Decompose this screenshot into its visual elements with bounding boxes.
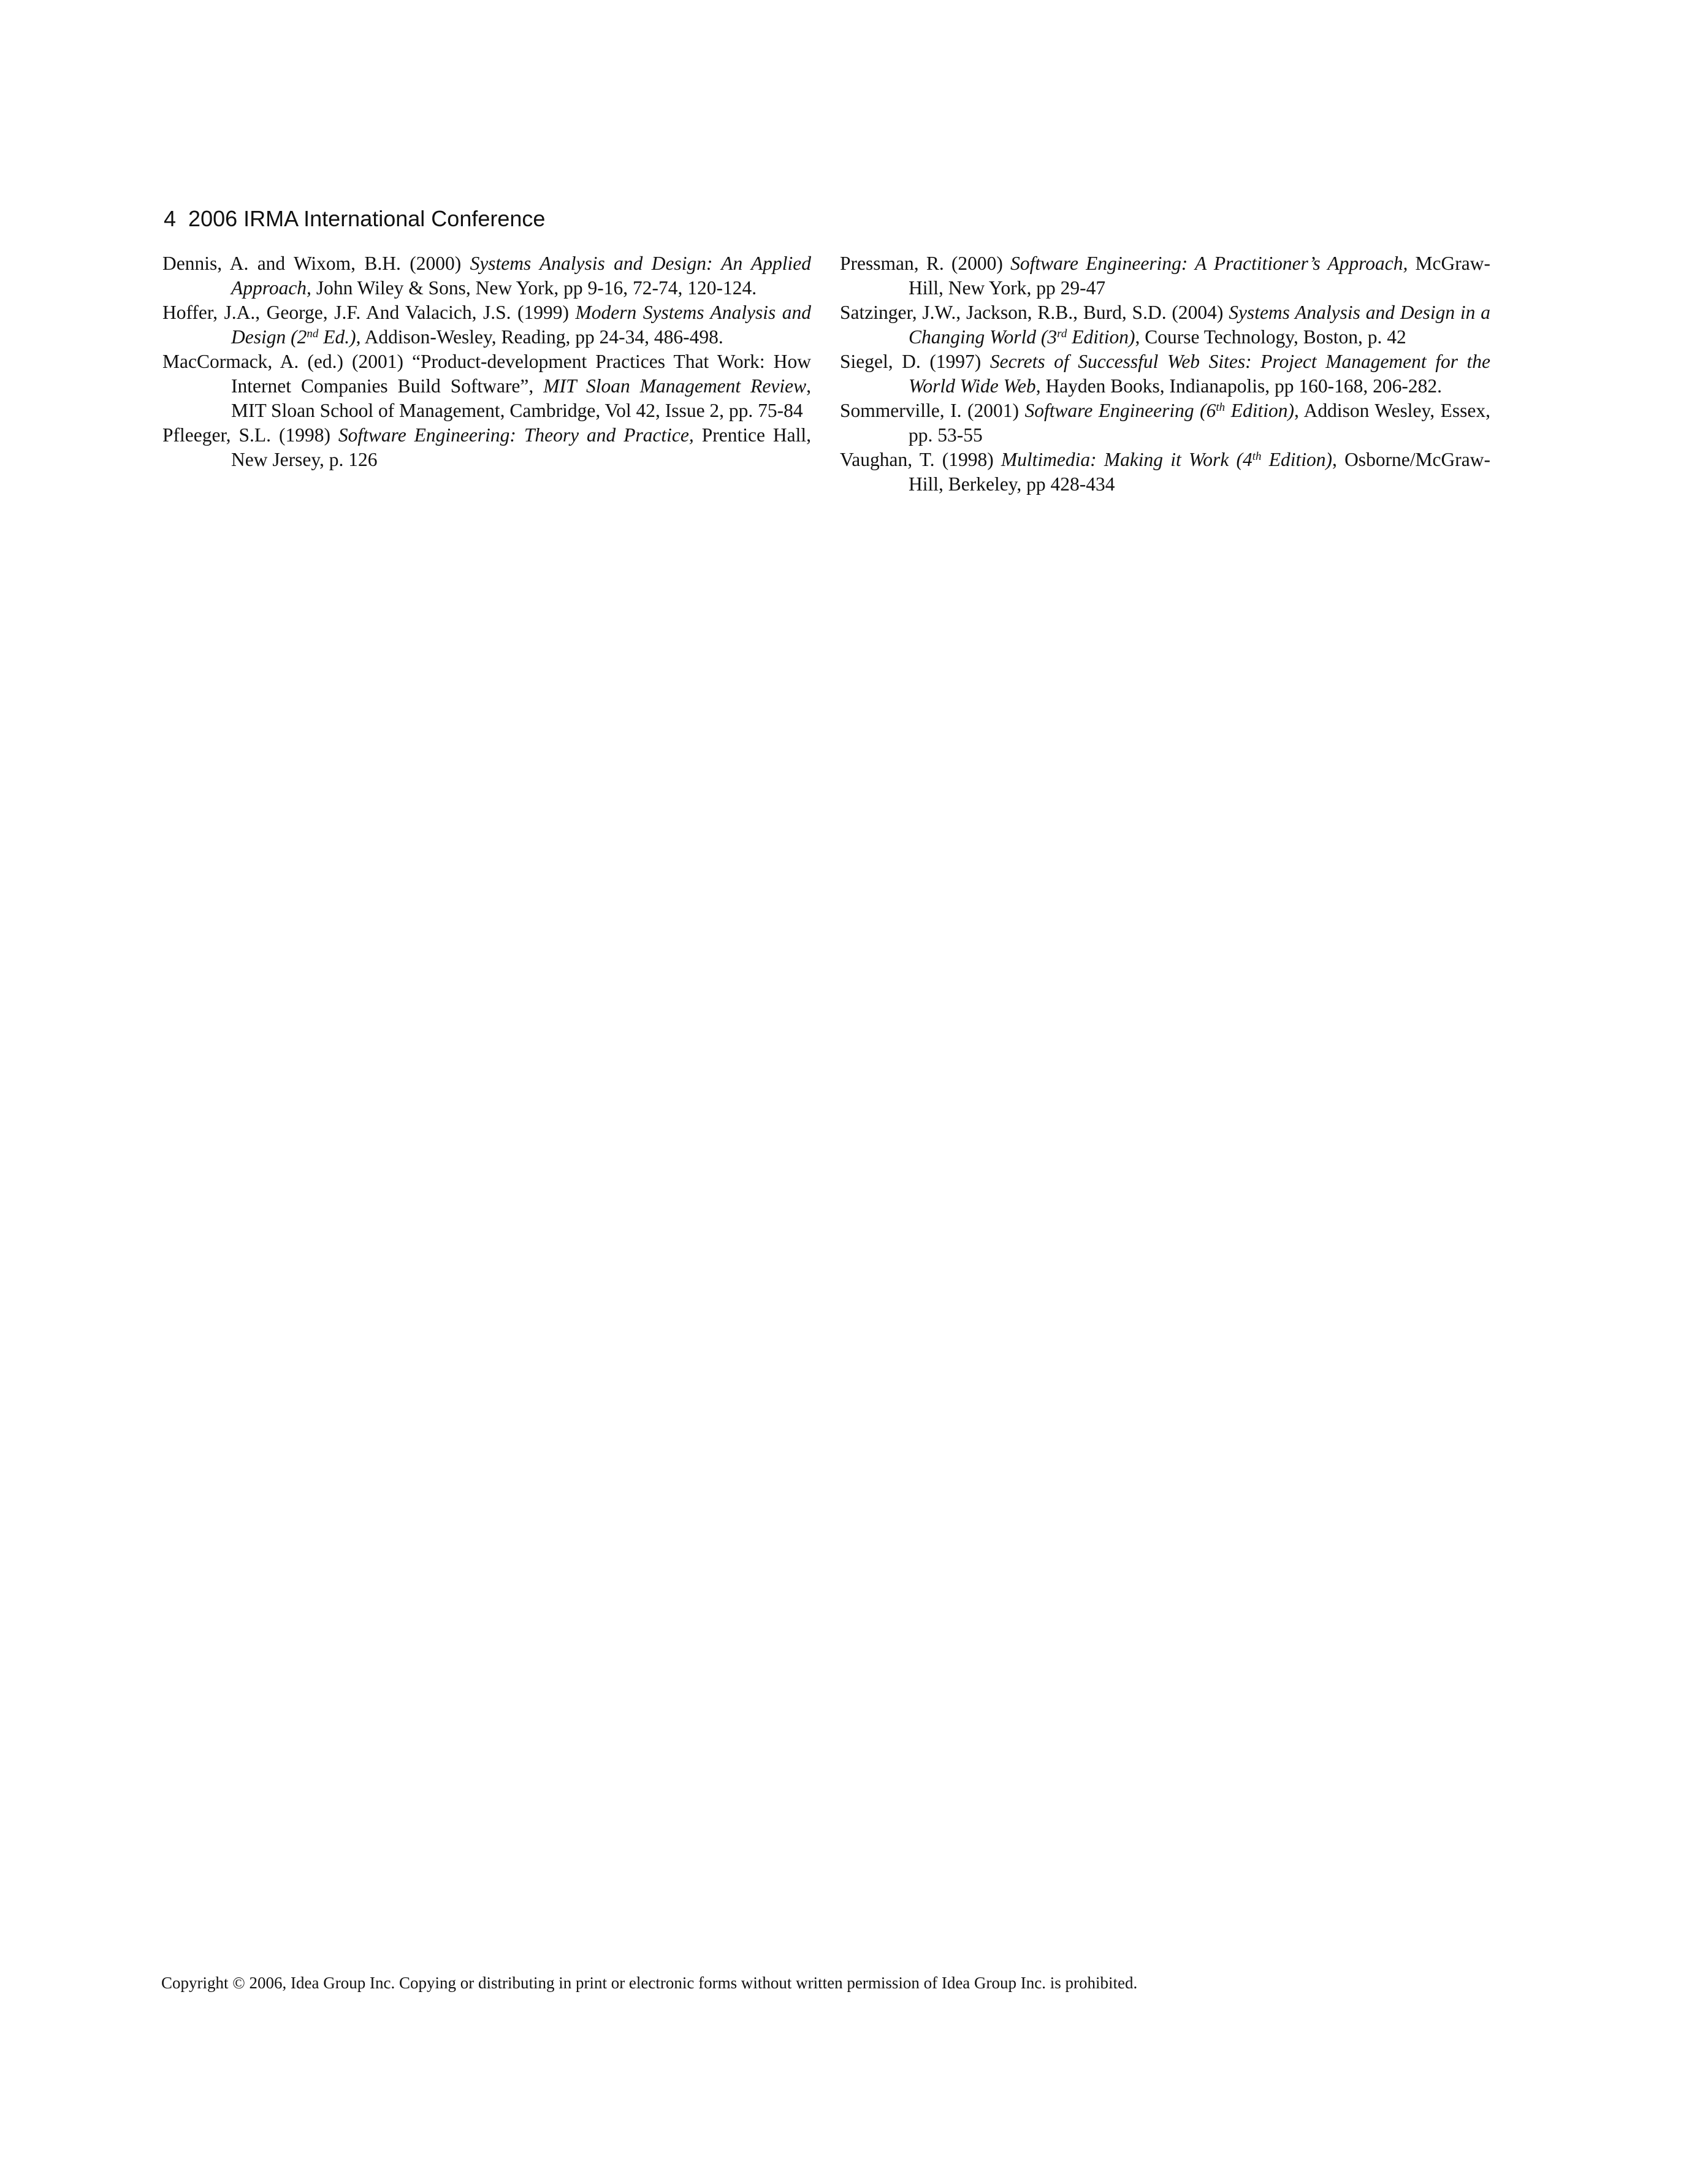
conference-title: 2006 IRMA International Conference [188,206,546,231]
reference-title: Multimedia: Making it Work (4th Edition) [1001,449,1332,470]
reference-vaughan: Vaughan, T. (1998) Multimedia: Making it Work (4th Edition), Osborne/McGraw-Hill, Berkeley, pp 428-434 [840,449,1490,495]
reference-title: Software Engineering (6th Edition) [1024,400,1294,421]
reference-hoffer: Hoffer, J.A., George, J.F. And Valacich, J.S. (1999) Modern Systems Analysis and Design (2nd Ed.), Addison-Wesley, Reading, pp 24-34, 486-498. [162,302,811,348]
reference-maccormack: MacCormack, A. (ed.) (2001) “Product-development Practices That Work: How Internet Companies Build Software”, MIT Sloan Management Review, MIT Sloan School of Management, Cambridge, Vol 42, Issue 2, pp. 75-84 [162,351,811,421]
reference-title: Software Engineering: A Practitioner’s Approach, [1010,253,1408,274]
reference-title: Software Engineering: Theory and Practice, [338,424,694,446]
reference-dennis: Dennis, A. and Wixom, B.H. (2000) Systems Analysis and Design: An Applied Approach, John Wiley & Sons, New York, pp 9-16, 72-74, 120-124. [162,253,811,299]
reference-sommerville: Sommerville, I. (2001) Software Engineering (6th Edition), Addison Wesley, Essex, pp. 53-55 [840,400,1491,446]
reference-title: Modern Systems Analysis and Design (2nd Ed.) [231,302,811,348]
copyright-footer: Copyright © 2006, Idea Group Inc. Copying or distributing in print or electronic forms without written permission of Idea Group Inc. is prohibited. [161,1974,1138,1992]
reference-title: MIT Sloan Management Review [543,375,807,397]
reference-pressman: Pressman, R. (2000) Software Engineering: A Practitioner’s Approach, McGraw-Hill, New York, pp 29-47 [840,253,1490,299]
reference-pfleeger: Pfleeger, S.L. (1998) Software Engineering: Theory and Practice, Prentice Hall, New Jersey, p. 126 [162,424,811,470]
references-right-column [840,251,1490,497]
page-number: 4 [164,206,177,231]
reference-title: Secrets of Successful Web Sites: Project Management for the World Wide Web [909,351,1490,397]
reference-siegel: Siegel, D. (1997) Secrets of Successful Web Sites: Project Management for the World Wide Web, Hayden Books, Indianapolis, pp 160-168, 206-282. [840,351,1490,397]
reference-title: Systems Analysis and Design: An Applied Approach, [231,253,811,299]
reference-title: Systems Analysis and Design in a Changing World (3rd Edition) [909,302,1490,348]
reference-satzinger: Satzinger, J.W., Jackson, R.B., Burd, S.D. (2004) Systems Analysis and Design in a Changing World (3rd Edition), Course Technology, Boston, p. 42 [840,302,1490,348]
running-header [164,206,545,232]
references-left-column [162,251,811,472]
